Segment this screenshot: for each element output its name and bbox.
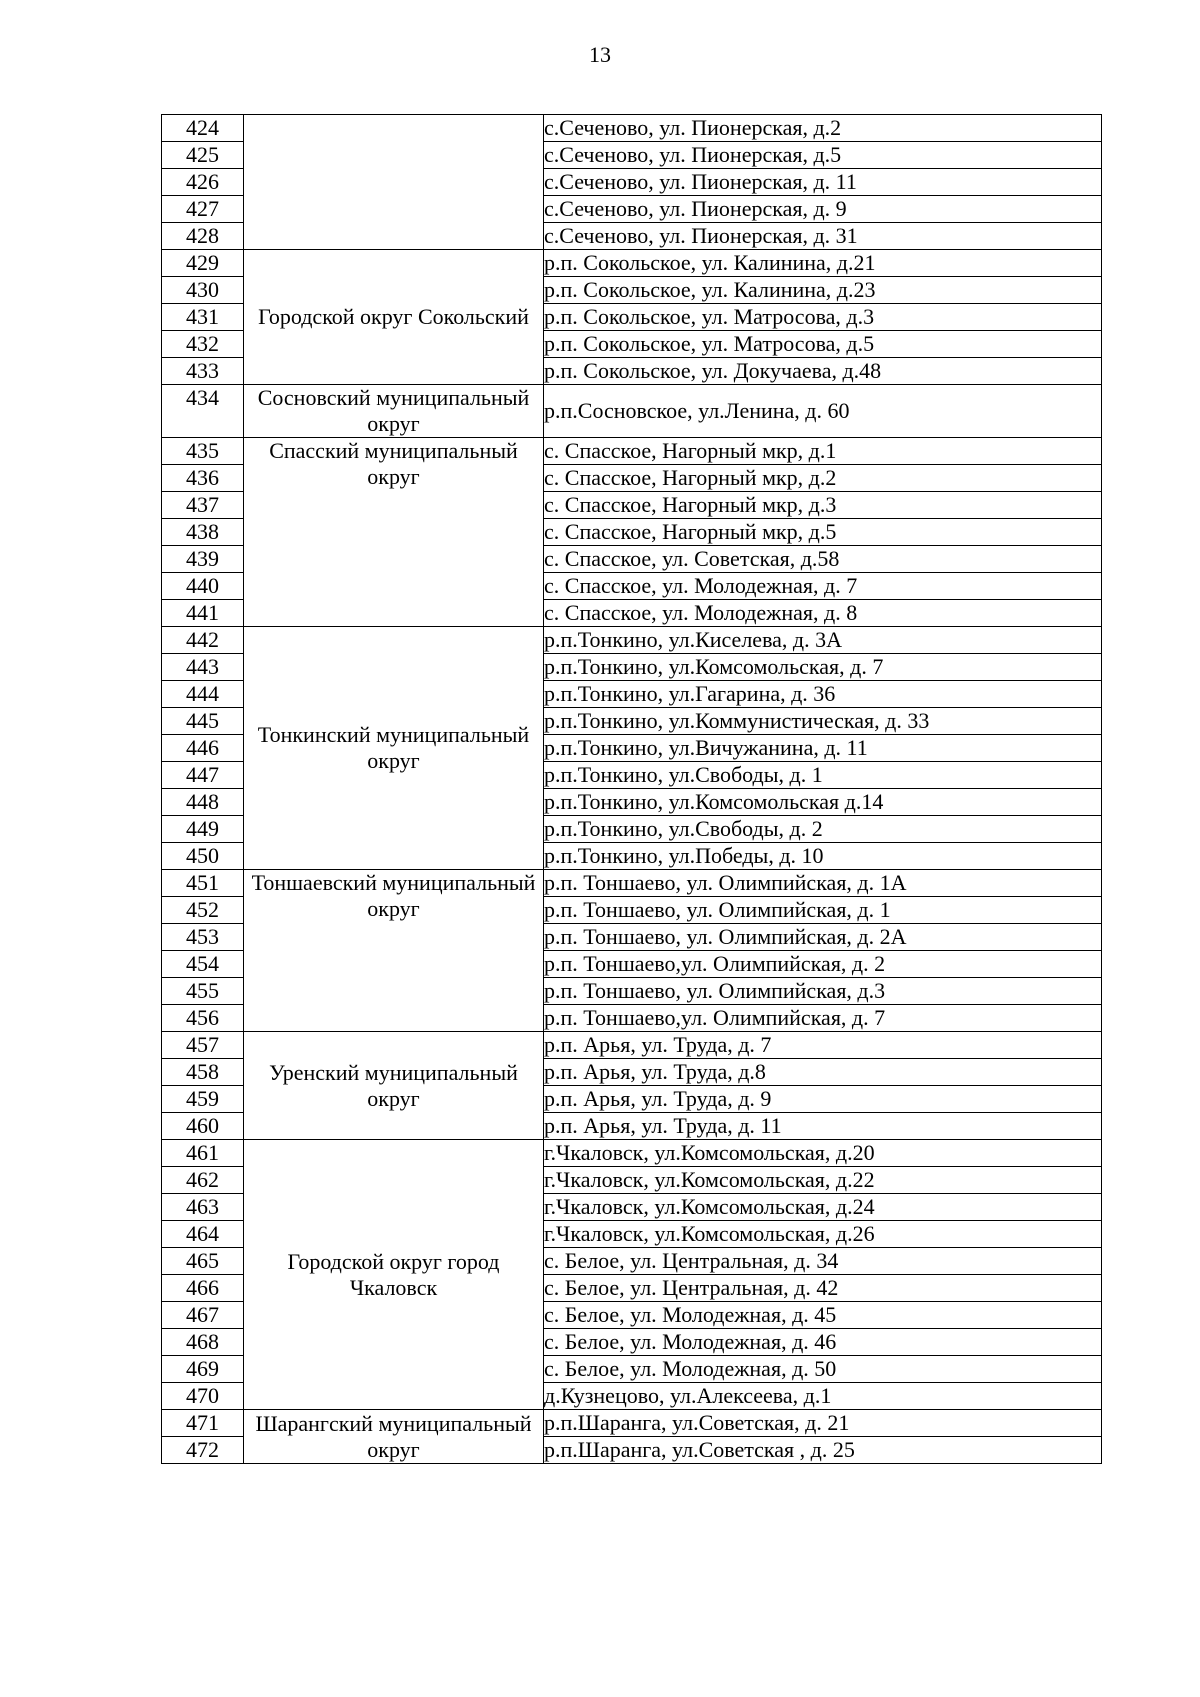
address-cell: р.п. Тоншаево, ул. Олимпийская, д. 1А xyxy=(544,870,1102,897)
district-cell: Тонкинский муниципальный округ xyxy=(244,627,544,870)
row-number: 444 xyxy=(162,681,244,708)
row-number: 456 xyxy=(162,1005,244,1032)
address-cell: р.п. Арья, ул. Труда, д.8 xyxy=(544,1059,1102,1086)
table-row xyxy=(162,1032,1102,1059)
address-cell: р.п. Сокольское, ул. Докучаева, д.48 xyxy=(544,358,1102,385)
district-cell: Спасский муниципальный округ xyxy=(244,438,544,627)
row-number: 426 xyxy=(162,169,244,196)
row-number: 442 xyxy=(162,627,244,654)
row-number: 439 xyxy=(162,546,244,573)
address-cell: р.п.Тонкино, ул.Киселева, д. 3А xyxy=(544,627,1102,654)
address-cell: р.п. Тоншаево, ул. Олимпийская, д. 2А xyxy=(544,924,1102,951)
row-number: 429 xyxy=(162,250,244,277)
address-cell: р.п. Сокольское, ул. Калинина, д.21 xyxy=(544,250,1102,277)
address-cell: р.п.Тонкино, ул.Комсомольская, д. 7 xyxy=(544,654,1102,681)
row-number: 433 xyxy=(162,358,244,385)
address-cell: р.п. Сокольское, ул. Калинина, д.23 xyxy=(544,277,1102,304)
row-number: 450 xyxy=(162,843,244,870)
address-cell: р.п. Арья, ул. Труда, д. 9 xyxy=(544,1086,1102,1113)
row-number: 462 xyxy=(162,1167,244,1194)
address-cell: р.п. Сокольское, ул. Матросова, д.5 xyxy=(544,331,1102,358)
district-cell: Уренский муниципальный округ xyxy=(244,1032,544,1140)
address-cell: с. Спасское, Нагорный мкр, д.1 xyxy=(544,438,1102,465)
row-number: 469 xyxy=(162,1356,244,1383)
address-cell: р.п.Тонкино, ул.Коммунистическая, д. 33 xyxy=(544,708,1102,735)
address-cell: г.Чкаловск, ул.Комсомольская, д.22 xyxy=(544,1167,1102,1194)
address-cell: р.п. Тоншаево, ул. Олимпийская, д.3 xyxy=(544,978,1102,1005)
address-cell: р.п.Тонкино, ул.Свободы, д. 2 xyxy=(544,816,1102,843)
address-cell: р.п. Сокольское, ул. Матросова, д.3 xyxy=(544,304,1102,331)
address-cell: с.Сеченово, ул. Пионерская, д. 31 xyxy=(544,223,1102,250)
district-cell: Сосновский муниципальный округ xyxy=(244,385,544,438)
row-number: 445 xyxy=(162,708,244,735)
address-cell: с. Белое, ул. Центральная, д. 42 xyxy=(544,1275,1102,1302)
address-cell: г.Чкаловск, ул.Комсомольская, д.26 xyxy=(544,1221,1102,1248)
row-number: 452 xyxy=(162,897,244,924)
table-row xyxy=(162,627,1102,654)
address-cell: р.п. Тоншаево, ул. Олимпийская, д. 1 xyxy=(544,897,1102,924)
row-number: 435 xyxy=(162,438,244,465)
page-number: 13 xyxy=(589,42,611,67)
district-cell: Тоншаевский муниципальный округ xyxy=(244,870,544,1032)
row-number: 436 xyxy=(162,465,244,492)
row-number: 463 xyxy=(162,1194,244,1221)
district-cell: Шарангский муниципальный округ xyxy=(244,1410,544,1464)
address-cell: с. Спасское, Нагорный мкр, д.2 xyxy=(544,465,1102,492)
address-cell: р.п. Арья, ул. Труда, д. 11 xyxy=(544,1113,1102,1140)
row-number: 431 xyxy=(162,304,244,331)
row-number: 471 xyxy=(162,1410,244,1437)
row-number: 430 xyxy=(162,277,244,304)
row-number: 455 xyxy=(162,978,244,1005)
table-row xyxy=(162,1140,1102,1167)
address-cell: с. Спасское, ул. Молодежная, д. 8 xyxy=(544,600,1102,627)
row-number: 425 xyxy=(162,142,244,169)
row-number: 453 xyxy=(162,924,244,951)
row-number: 427 xyxy=(162,196,244,223)
row-number: 451 xyxy=(162,870,244,897)
row-number: 448 xyxy=(162,789,244,816)
address-cell: с. Спасское, Нагорный мкр, д.5 xyxy=(544,519,1102,546)
row-number: 467 xyxy=(162,1302,244,1329)
address-cell: р.п.Тонкино, ул.Свободы, д. 1 xyxy=(544,762,1102,789)
district-cell: Городской округ город Чкаловск xyxy=(244,1140,544,1410)
district-cell: Городской округ Сокольский xyxy=(244,250,544,385)
address-table xyxy=(161,114,1102,1464)
row-number: 458 xyxy=(162,1059,244,1086)
row-number: 468 xyxy=(162,1329,244,1356)
row-number: 472 xyxy=(162,1437,244,1464)
row-number: 441 xyxy=(162,600,244,627)
table-row xyxy=(162,115,1102,142)
table-row xyxy=(162,250,1102,277)
address-cell: с. Спасское, ул. Советская, д.58 xyxy=(544,546,1102,573)
row-number: 447 xyxy=(162,762,244,789)
row-number: 428 xyxy=(162,223,244,250)
table-row xyxy=(162,438,1102,465)
row-number: 434 xyxy=(162,385,244,438)
district-cell xyxy=(244,115,544,250)
row-number: 440 xyxy=(162,573,244,600)
row-number: 459 xyxy=(162,1086,244,1113)
address-cell: с. Белое, ул. Молодежная, д. 46 xyxy=(544,1329,1102,1356)
address-cell: р.п. Тоншаево,ул. Олимпийская, д. 2 xyxy=(544,951,1102,978)
row-number: 460 xyxy=(162,1113,244,1140)
row-number: 464 xyxy=(162,1221,244,1248)
address-cell: р.п.Тонкино, ул.Комсомольская д.14 xyxy=(544,789,1102,816)
row-number: 443 xyxy=(162,654,244,681)
row-number: 446 xyxy=(162,735,244,762)
row-number: 470 xyxy=(162,1383,244,1410)
address-cell: р.п.Тонкино, ул.Победы, д. 10 xyxy=(544,843,1102,870)
address-cell: г.Чкаловск, ул.Комсомольская, д.20 xyxy=(544,1140,1102,1167)
address-cell: р.п.Шаранга, ул.Советская, д. 21 xyxy=(544,1410,1102,1437)
address-cell: с. Белое, ул. Молодежная, д. 50 xyxy=(544,1356,1102,1383)
address-cell: с.Сеченово, ул. Пионерская, д.2 xyxy=(544,115,1102,142)
address-cell: р.п.Тонкино, ул.Вичужанина, д. 11 xyxy=(544,735,1102,762)
row-number: 461 xyxy=(162,1140,244,1167)
row-number: 438 xyxy=(162,519,244,546)
row-number: 466 xyxy=(162,1275,244,1302)
address-cell: с. Белое, ул. Молодежная, д. 45 xyxy=(544,1302,1102,1329)
address-table-body xyxy=(162,115,1102,1464)
address-cell: р.п.Тонкино, ул.Гагарина, д. 36 xyxy=(544,681,1102,708)
address-cell: г.Чкаловск, ул.Комсомольская, д.24 xyxy=(544,1194,1102,1221)
address-cell: р.п.Шаранга, ул.Советская , д. 25 xyxy=(544,1437,1102,1464)
row-number: 457 xyxy=(162,1032,244,1059)
row-number: 437 xyxy=(162,492,244,519)
row-number: 432 xyxy=(162,331,244,358)
row-number: 465 xyxy=(162,1248,244,1275)
row-number: 454 xyxy=(162,951,244,978)
address-cell: д.Кузнецово, ул.Алексеева, д.1 xyxy=(544,1383,1102,1410)
address-cell: с. Белое, ул. Центральная, д. 34 xyxy=(544,1248,1102,1275)
address-cell: р.п.Сосновское, ул.Ленина, д. 60 xyxy=(544,385,1102,438)
address-cell: с.Сеченово, ул. Пионерская, д.5 xyxy=(544,142,1102,169)
address-cell: с.Сеченово, ул. Пионерская, д. 9 xyxy=(544,196,1102,223)
address-cell: с. Спасское, ул. Молодежная, д. 7 xyxy=(544,573,1102,600)
row-number: 449 xyxy=(162,816,244,843)
address-cell: с.Сеченово, ул. Пионерская, д. 11 xyxy=(544,169,1102,196)
address-cell: с. Спасское, Нагорный мкр, д.3 xyxy=(544,492,1102,519)
address-cell: р.п. Арья, ул. Труда, д. 7 xyxy=(544,1032,1102,1059)
row-number: 424 xyxy=(162,115,244,142)
address-cell: р.п. Тоншаево,ул. Олимпийская, д. 7 xyxy=(544,1005,1102,1032)
table-row xyxy=(162,870,1102,897)
table-row xyxy=(162,1410,1102,1437)
table-row xyxy=(162,385,1102,438)
